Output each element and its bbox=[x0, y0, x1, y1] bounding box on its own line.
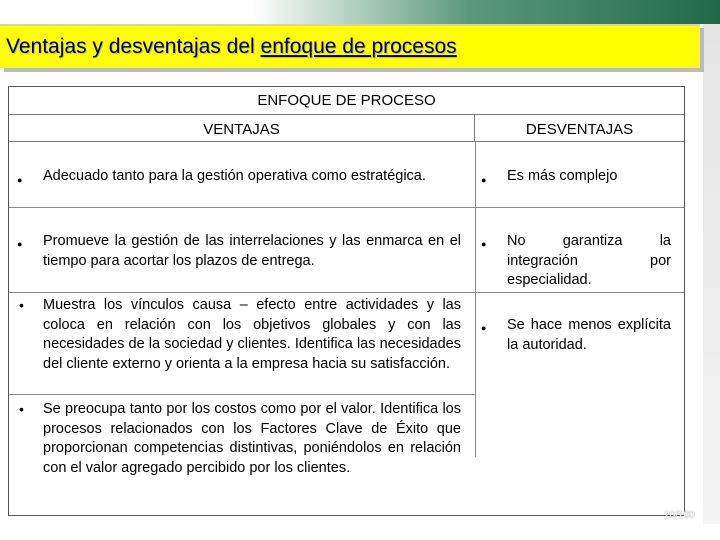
advantage-item: Adecuado tanto para la gestión operativa como estratégica. bbox=[43, 168, 426, 184]
column-divider bbox=[475, 142, 476, 457]
bullet-icon: ● bbox=[481, 239, 487, 249]
advantages-header: VENTAJAS bbox=[9, 115, 475, 142]
advantage-item: Promueve la gestión de las interrelaciones y las enmarca en el tiempo para acortar los plazos de entrega. bbox=[43, 233, 461, 269]
bullet-icon: ● bbox=[17, 175, 23, 185]
title-underlined: enfoque de procesos bbox=[260, 35, 457, 58]
top-gradient-band bbox=[0, 0, 720, 24]
advantage-item: Muestra los vínculos causa – efecto entre actividades y las coloca en relación con los objetivos globales y con las necesidades de la sociedad y clientes. Identifica las necesidades del cliente externo y orienta a la empresa hacia su satisfacción. bbox=[43, 297, 461, 372]
disadvantage-item: Se hace menos explícita la autoridad. bbox=[507, 317, 671, 353]
table-header: ENFOQUE DE PROCESO bbox=[9, 87, 684, 115]
bullet-icon: ● bbox=[481, 175, 487, 185]
disadvantage-item: Es más complejo bbox=[507, 168, 618, 184]
title-bar bbox=[0, 24, 700, 68]
page-number: 20/100 bbox=[664, 510, 695, 521]
row-divider bbox=[9, 207, 684, 208]
row-divider bbox=[9, 394, 475, 395]
process-approach-table bbox=[8, 86, 685, 516]
bullet-icon: • bbox=[19, 401, 24, 417]
title-prefix: Ventajas y desventajas del bbox=[6, 35, 261, 58]
disadvantage-item: No garantiza la integración por especialidad. bbox=[507, 233, 671, 288]
slide-title bbox=[6, 35, 457, 59]
right-decorative-strip bbox=[703, 24, 720, 524]
row-divider bbox=[9, 292, 684, 293]
bullet-icon: • bbox=[19, 297, 24, 313]
disadvantages-header: DESVENTAJAS bbox=[475, 115, 684, 142]
bullet-icon: ● bbox=[481, 323, 487, 333]
advantage-item: Se preocupa tanto por los costos como por el valor. Identifica los procesos relacionados con los Factores Clave de Éxito que proporcionan competencias distintivas, poniéndolos en relación con el valor agregado percibido por los clientes. bbox=[43, 401, 461, 476]
bullet-icon: ● bbox=[17, 239, 23, 249]
